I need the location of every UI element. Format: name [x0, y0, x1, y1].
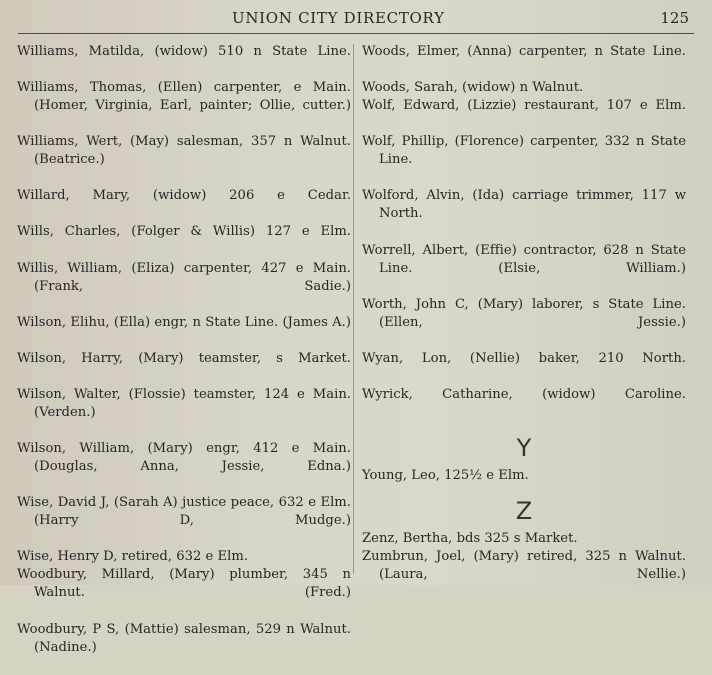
- header-rule: [18, 33, 694, 34]
- directory-title: UNION CITY DIRECTORY: [232, 9, 445, 27]
- directory-entry: Wise, Henry D, retired, 632 e Elm.: [17, 549, 249, 565]
- directory-entry: Worrell, Albert, (Effie) contractor, 628 n State Line. (Elsie, William.): [362, 242, 686, 276]
- directory-entry: Wilson, William, (Mary) engr, 412 e Main. (Douglas, Anna, Jessie, Edna.): [17, 441, 351, 475]
- directory-entry: Woods, Elmer, (Anna) carpenter, n State Line.: [362, 44, 686, 59]
- directory-entry: Wilson, Elihu, (Ella) engr, n State Line. (James A.): [17, 314, 351, 330]
- directory-entry: Wise, David J, (Sarah A) justice peace, 632 e Elm. (Harry D, Mudge.): [17, 495, 351, 529]
- directory-entry: Wolf, Phillip, (Florence) carpenter, 332 n State Line.: [362, 134, 686, 168]
- right-column: [362, 43, 686, 602]
- directory-entry: [17, 43, 351, 79]
- directory-entry-text: Williams, Matilda, (widow) 510 n State Line.: [17, 44, 351, 59]
- page-header: [0, 6, 712, 34]
- left-column: [17, 43, 351, 675]
- directory-entry: Wills, Charles, (Folger & Willis) 127 e Elm.: [17, 224, 351, 240]
- directory-entry: Willis, William, (Eliza) carpenter, 427 e Main. (Frank, Sadie.): [17, 260, 351, 294]
- directory-entry: Williams, Thomas, (Ellen) carpenter, e Main. (Homer, Virginia, Earl, painter; Ollie, cutter.): [17, 80, 351, 114]
- directory-entry: Worth, John C, (Mary) laborer, s State Line. (Ellen, Jessie.): [362, 296, 686, 330]
- page-number: 125: [660, 9, 689, 27]
- directory-entry: Willard, Mary, (widow) 206 e Cedar.: [17, 188, 351, 204]
- directory-entry: Williams, Wert, (May) salesman, 357 n Walnut. (Beatrice.): [17, 134, 351, 168]
- letter-heading-y: Y: [516, 433, 532, 462]
- directory-entry: Zenz, Bertha, bds 325 s Market.: [362, 531, 578, 547]
- directory-entry: Woods, Sarah, (widow) n Walnut.: [362, 80, 584, 96]
- directory-entry: Zumbrun, Joel, (Mary) retired, 325 n Walnut. (Laura, Nellie.): [362, 549, 686, 583]
- directory-entry: Woodbury, P S, (Mattie) salesman, 529 n Walnut. (Nadine.): [17, 621, 351, 655]
- directory-entry: Young, Leo, 125½ e Elm.: [362, 467, 529, 483]
- letter-heading-z: Z: [515, 497, 533, 526]
- directory-entry: Wolford, Alvin, (Ida) carriage trimmer, 117 w North.: [362, 188, 686, 222]
- section-gap: [362, 422, 686, 433]
- directory-entry: Wyrick, Catharine, (widow) Caroline.: [362, 386, 686, 402]
- directory-entry: Wyan, Lon, (Nellie) baker, 210 North.: [362, 350, 686, 366]
- directory-entry: Woodbury, Millard, (Mary) plumber, 345 n Walnut. (Fred.): [17, 567, 351, 601]
- column-divider: [353, 44, 354, 574]
- directory-entry: Wilson, Walter, (Flossie) teamster, 124 e Main. (Verden.): [17, 386, 351, 420]
- directory-entry: Wolf, Edward, (Lizzie) restaurant, 107 e Elm.: [362, 98, 686, 114]
- directory-entry: Wilson, Harry, (Mary) teamster, s Market.: [17, 350, 351, 366]
- section-gap: [362, 485, 686, 496]
